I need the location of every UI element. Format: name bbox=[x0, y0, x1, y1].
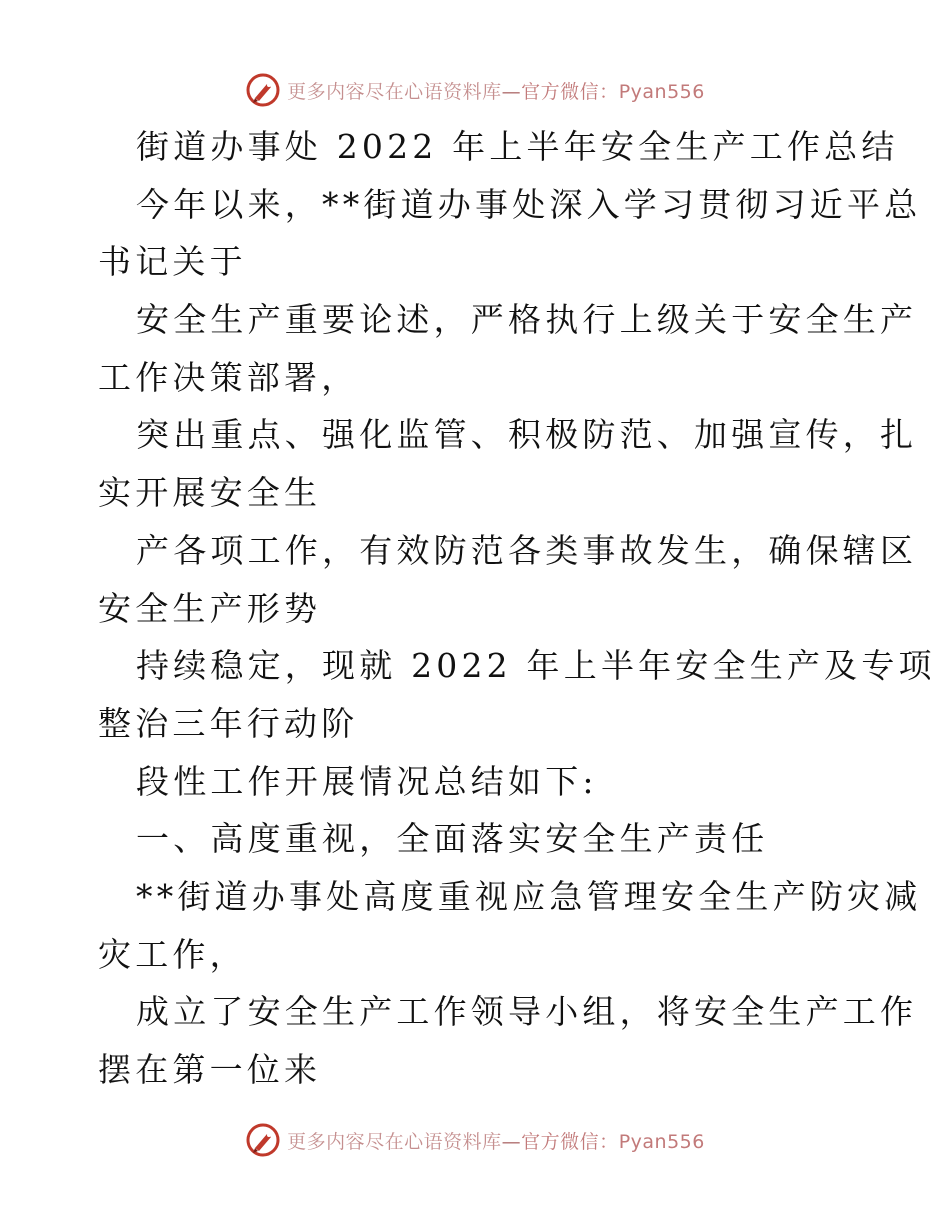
document-title: 街道办事处 2022 年上半年安全生产工作总结 bbox=[136, 127, 899, 166]
wechat-label: 官方微信： bbox=[521, 1130, 619, 1153]
pen-logo-icon bbox=[245, 1122, 281, 1158]
watermark-banner-bottom bbox=[0, 1120, 950, 1160]
paragraph-line: 今年以来，**街道办事处深入学习贯彻习近平总 bbox=[136, 184, 922, 224]
paragraph-line: 安全生产重要论述，严格执行上级关于安全生产 bbox=[136, 300, 918, 340]
paragraph-line: **街道办事处高度重视应急管理安全生产防灾减 bbox=[136, 876, 922, 916]
watermark-text: 更多内容尽在心语资料库 bbox=[287, 80, 502, 103]
wechat-label: 官方微信： bbox=[521, 80, 619, 103]
paragraph-line: 成立了安全生产工作领导小组，将安全生产工作 bbox=[136, 992, 918, 1032]
paragraph-line: 持续稳定，现就 2022 年上半年安全生产及专项 bbox=[136, 646, 936, 686]
paragraph-line: 段性工作开展情况总结如下: bbox=[136, 761, 598, 801]
section-heading: 一、高度重视，全面落实安全生产责任 bbox=[136, 819, 769, 859]
paragraph-line: 书记关于 bbox=[98, 242, 247, 282]
pen-logo-icon bbox=[245, 72, 281, 108]
paragraph-line: 工作决策部署， bbox=[98, 357, 359, 397]
document-body bbox=[98, 118, 936, 1099]
paragraph-line: 实开展安全生 bbox=[98, 473, 322, 513]
wechat-id: Pyan556 bbox=[618, 80, 705, 103]
watermark-banner-top bbox=[0, 70, 950, 110]
paragraph-line: 突出重点、强化监管、积极防范、加强宣传，扎 bbox=[136, 415, 918, 455]
paragraph-line: 灾工作， bbox=[98, 934, 247, 974]
watermark-text: 更多内容尽在心语资料库 bbox=[287, 1130, 502, 1153]
watermark-separator: — bbox=[501, 1130, 522, 1153]
paragraph-line: 安全生产形势 bbox=[98, 588, 322, 628]
paragraph-line: 整治三年行动阶 bbox=[98, 703, 359, 743]
paragraph-line: 摆在第一位来 bbox=[98, 1050, 322, 1089]
watermark-separator: — bbox=[501, 80, 522, 103]
wechat-id: Pyan556 bbox=[618, 1130, 705, 1153]
paragraph-line: 产各项工作，有效防范各类事故发生，确保辖区 bbox=[136, 530, 918, 570]
